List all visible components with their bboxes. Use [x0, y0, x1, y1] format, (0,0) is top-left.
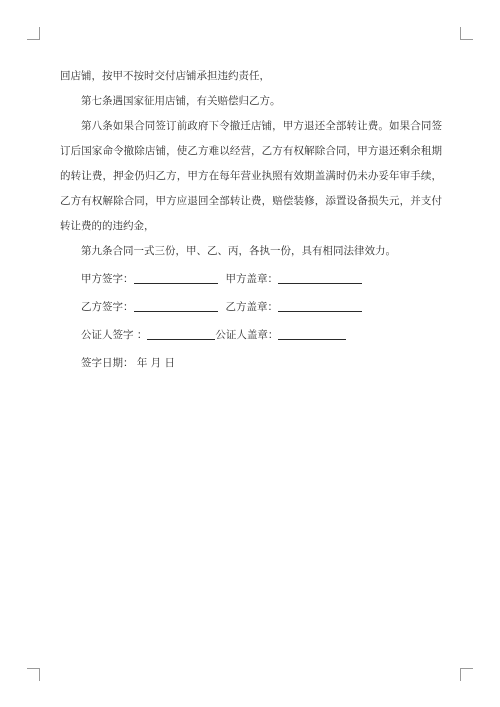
party-b-seal-label: 乙方盖章：: [225, 301, 278, 313]
page-corner-mark-top-right: [460, 27, 473, 40]
signature-row-party-b: [60, 295, 442, 320]
party-b-seal-blank[interactable]: [278, 298, 362, 312]
paragraph-continuation: 回店铺，按甲不按时交付店铺承担违约责任，: [60, 70, 270, 82]
paragraph-article-9: 第九条合同一式三份，甲、乙、丙，各执一份，具有相同法律效力。: [81, 245, 396, 257]
page-corner-mark-bottom-right: [460, 668, 473, 681]
party-a-signature-blank[interactable]: [134, 270, 218, 284]
party-b-signature-blank[interactable]: [134, 298, 218, 312]
signature-date-line: 签字日期： 年 月 日: [81, 357, 176, 369]
party-a-signature-label: 甲方签字：: [81, 273, 134, 285]
party-b-signature-label: 乙方签字：: [81, 301, 134, 313]
notary-signature-label: 公证人签字 ：: [81, 329, 148, 341]
signature-row-party-a: [60, 267, 442, 292]
signature-row-notary: [60, 323, 442, 348]
notary-seal-label: 公证人盖章：: [215, 329, 279, 341]
page-corner-mark-top-left: [27, 27, 40, 40]
notary-signature-blank[interactable]: [147, 326, 215, 340]
paragraph-article-7: 第七条遇国家征用店铺，有关赔偿归乙方。: [81, 95, 281, 107]
document-body: [60, 64, 442, 376]
party-a-seal-blank[interactable]: [278, 270, 362, 284]
paragraph-article-8: 第八条如果合同签订前政府下令撤迁店铺，甲方退还全部转让费。如果合同签订后国家命令撤除店铺，使乙方难以经营，乙方有权解除合同，甲方退还剩余租期的转让费，押金仍归乙方，甲方在每年营业执照有效期盖满时仍未办妥年审手续，乙方有权解除合同，甲方应退回全部转让费，赔偿装修，添置设备损失元，并支付转让费的的违约金，: [60, 120, 442, 232]
notary-seal-blank[interactable]: [278, 326, 346, 340]
page-corner-mark-bottom-left: [27, 668, 40, 681]
party-a-seal-label: 甲方盖章：: [225, 273, 278, 285]
